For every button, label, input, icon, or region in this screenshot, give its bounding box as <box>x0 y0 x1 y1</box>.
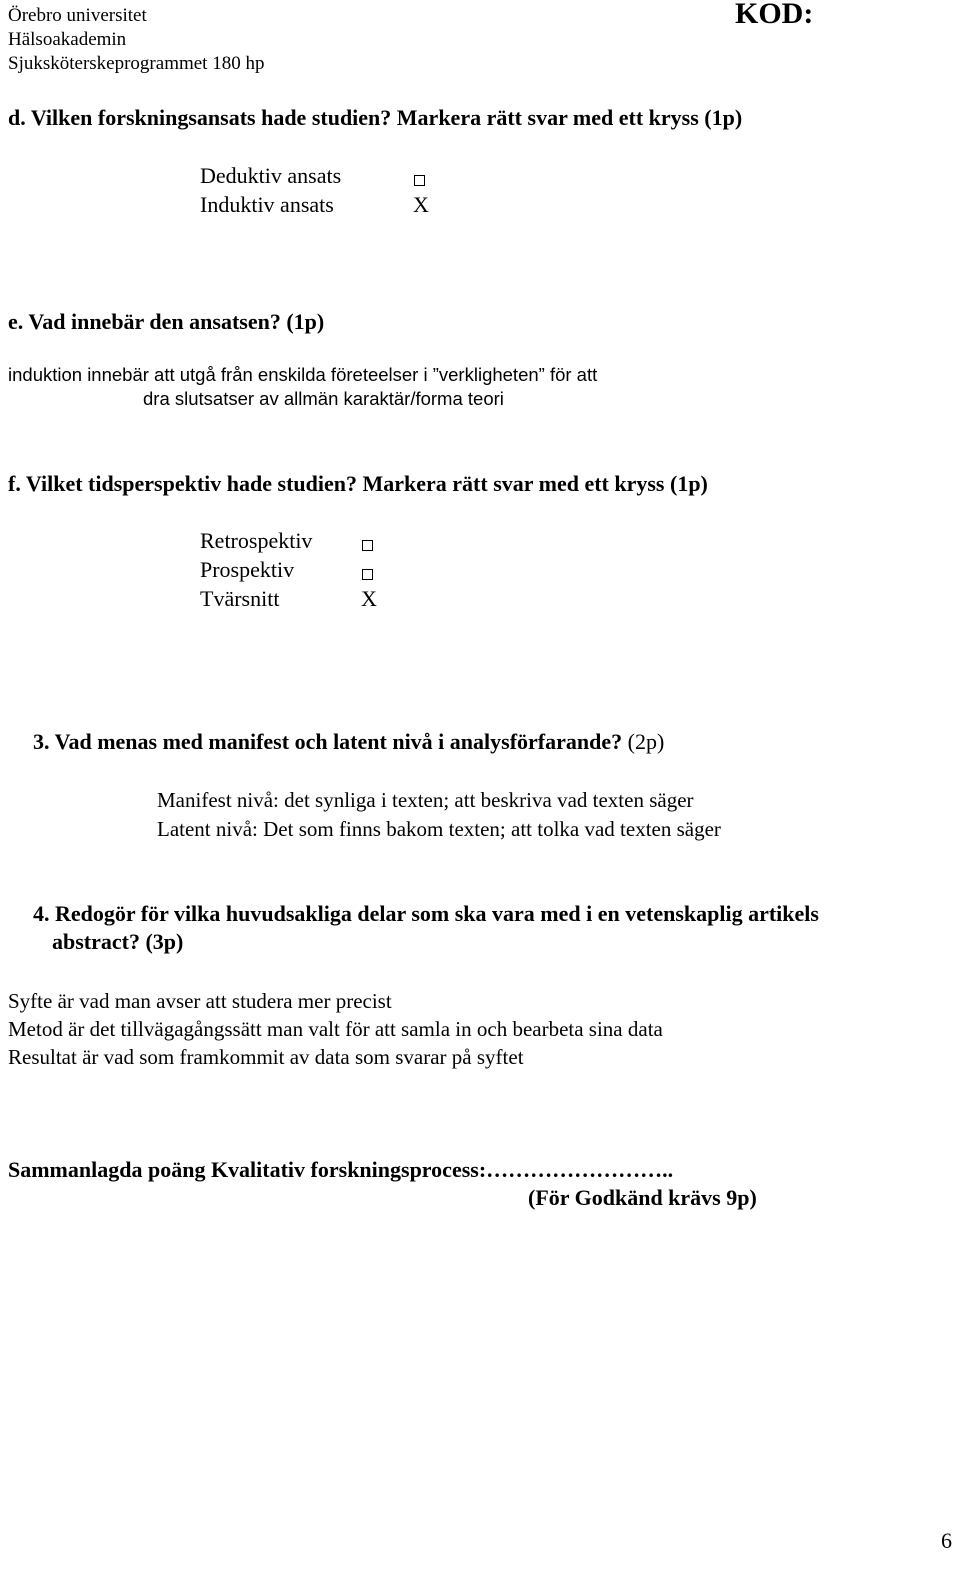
question-3-text: 3. Vad menas med manifest och latent nivå i analysförfarande? <box>33 729 623 754</box>
option-deductive-label: Deduktiv ansats <box>200 163 342 188</box>
code-label: KOD: <box>735 0 814 30</box>
option-inductive-mark[interactable]: X <box>413 192 429 217</box>
pass-requirement: (För Godkänd krävs 9p) <box>528 1185 757 1210</box>
answer-3-line1: Manifest nivå: det synliga i texten; att beskriva vad texten säger <box>157 788 694 812</box>
option-crosssectional-mark[interactable]: X <box>361 586 377 611</box>
answer-3-line2: Latent nivå: Det som finns bakom texten; att tolka vad texten säger <box>157 817 721 841</box>
option-retrospective-label: Retrospektiv <box>200 528 313 553</box>
question-f: f. Vilket tidsperspektiv hade studien? Markera rätt svar med ett kryss (1p) <box>8 471 708 496</box>
answer-4-line1: Syfte är vad man avser att studera mer precist <box>8 989 392 1013</box>
option-prospective-checkbox[interactable] <box>362 569 373 580</box>
answer-e-line1: induktion innebär att utgå från enskilda företeelser i ”verkligheten” för att <box>8 364 598 385</box>
answer-4-line3: Resultat är vad som framkommit av data som svarar på syftet <box>8 1045 524 1069</box>
option-prospective-label: Prospektiv <box>200 557 295 582</box>
header-program: Sjuksköterskeprogrammet 180 hp <box>8 53 265 74</box>
header-university: Örebro universitet <box>8 5 147 26</box>
question-3-points: (2p) <box>627 729 665 754</box>
option-crosssectional-label: Tvärsnitt <box>200 586 280 611</box>
option-inductive-label: Induktiv ansats <box>200 192 334 217</box>
total-score-line: Sammanlagda poäng Kvalitativ forskningsprocess:…………………….. <box>8 1157 674 1182</box>
page-number: 6 <box>941 1528 952 1553</box>
option-retrospective-checkbox[interactable] <box>362 540 373 551</box>
header-academy: Hälsoakademin <box>8 29 127 50</box>
question-3 <box>33 729 664 755</box>
question-e: e. Vad innebär den ansatsen? (1p) <box>8 309 325 334</box>
answer-4-line2: Metod är det tillvägagångssätt man valt för att samla in och bearbeta sina data <box>8 1017 663 1041</box>
answer-e-line2: dra slutsatser av allmän karaktär/forma teori <box>143 388 504 409</box>
option-deductive-checkbox[interactable] <box>414 175 425 186</box>
question-d: d. Vilken forskningsansats hade studien? Markera rätt svar med ett kryss (1p) <box>8 105 743 130</box>
question-4-line2: abstract? (3p) <box>52 929 184 954</box>
question-4-line1: 4. Redogör för vilka huvudsakliga delar som ska vara med i en vetenskaplig artikels <box>33 901 819 926</box>
